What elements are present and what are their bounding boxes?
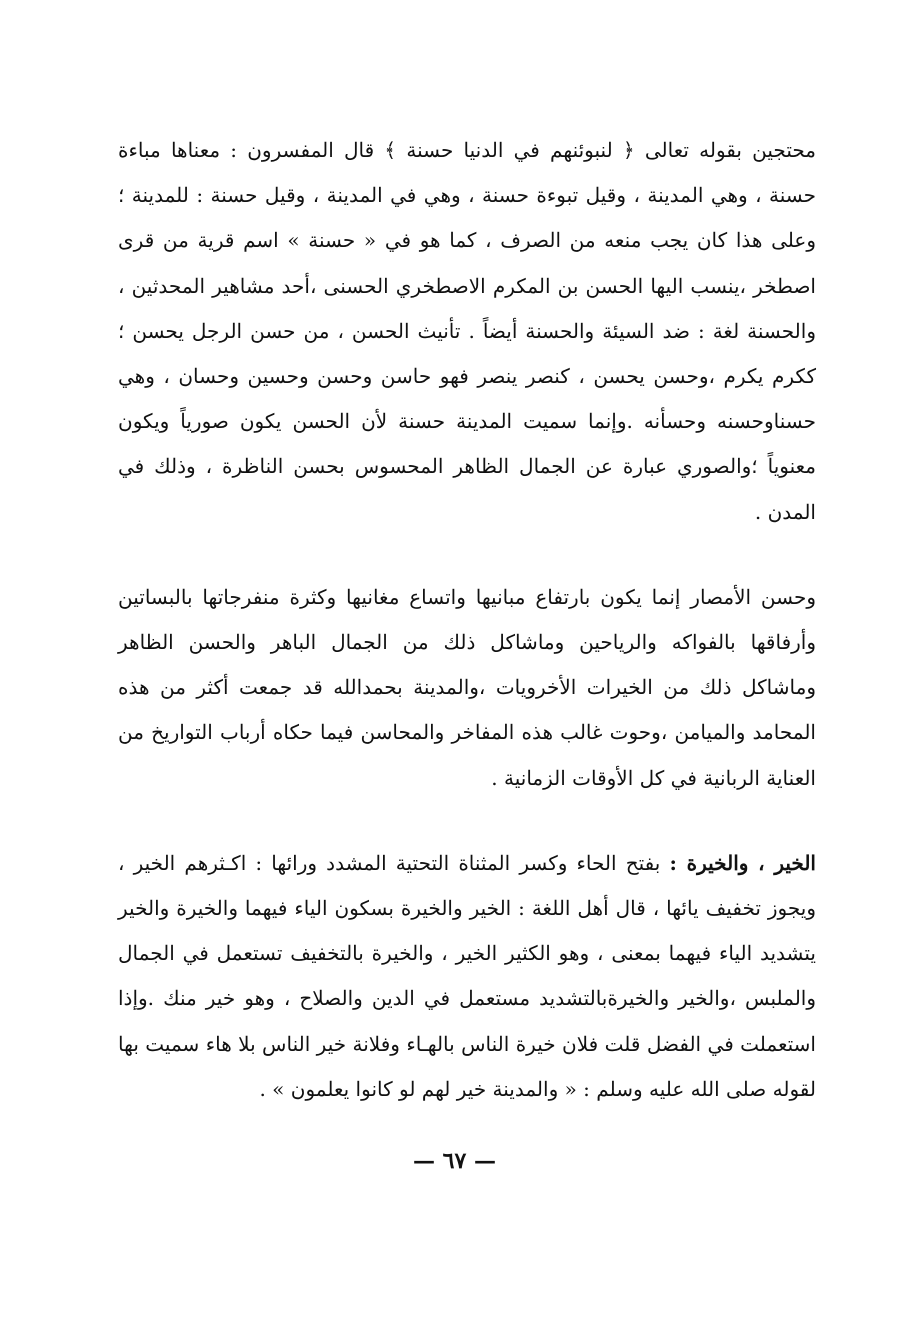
paragraph-khayr-text: بفتح الحاء وكسر المثناة التحتية المشدد ورائها : اكـثرهم الخير ، ويجوز تخفيف يائها ، قال أهل اللغة : الخير والخيرة بسكون الياء فيهما والخيرة والخير يتشديد الياء فيهما بمعنى ، وهو الكثير الخير ، والخيرة بالتخفيف تستعمل في الجمال والملبس ،والخير والخيرةبالتشديد مستعمل في الدين والصلاح ، وهو خير منك .وإذا استعملت في الفضل قلت فلان خيرة الناس بالهـاء وفلانة خير الناس بلا هاء سميت بها لقوله صلى الله عليه وسلم : « والمدينة خير لهم لو كانوا يعلمون » . [118, 850, 816, 1101]
page-number: — ٦٧ — [413, 1148, 496, 1174]
paragraph-khayr [118, 841, 816, 1112]
entry-term-khayr: الخير ، والخيرة : [669, 850, 816, 875]
paragraph-hasana: محتجين بقوله تعالى ﴿ لنبوئنهم في الدنيا حسنة ﴾ قال المفسرون : معناها مباءة حسنة ، وهي المدينة ، وقيل تبوءة حسنة ، وهي في المدينة ، وقيل حسنة : للمدينة ؛ وعلى هذا كان يجب منعه من الصرف ، كما هو في « حسنة » اسم قرية من قرى اصطخر ،ينسب اليها الحسن بن المكرم الاصطخري الحسنى ،أحد مشاهير المحدثين ، والحسنة لغة : ضد السيئة والحسنة أيضاً . تأنيث الحسن ، من حسن الرجل يحسن ؛ ككرم يكرم ،وحسن يحسن ، كنصر ينصر فهو حاسن وحسن وحسين وحسان ، وهي حسناوحسنه وحسأنه .وإنما سميت المدينة حسنة لأن الحسن يكون صورياً ويكون معنوياً ؛والصوري عبارة عن الجمال الظاهر المحسوس بحسن الناظرة ، وذلك في المدن . [118, 138, 816, 524]
paragraph-husn-al-amsar: وحسن الأمصار إنما يكون بارتفاع مبانيها واتساع مغانيها وكثرة منفرجاتها بالبساتين وأرفاقها بالفواكه والرياحين وماشاكل ذلك من الجمال الباهر والحسن الظاهر وماشاكل ذلك من الخيرات الأخرويات ،والمدينة بحمدالله قد جمعت أكثر من هذه المحامد والميامن ،وحوت غالب هذه المفاخر والمحاسن فيما حكاه أرباب التواريخ من العناية الربانية في كل الأوقات الزمانية . [118, 584, 816, 790]
page-body [118, 128, 816, 1112]
